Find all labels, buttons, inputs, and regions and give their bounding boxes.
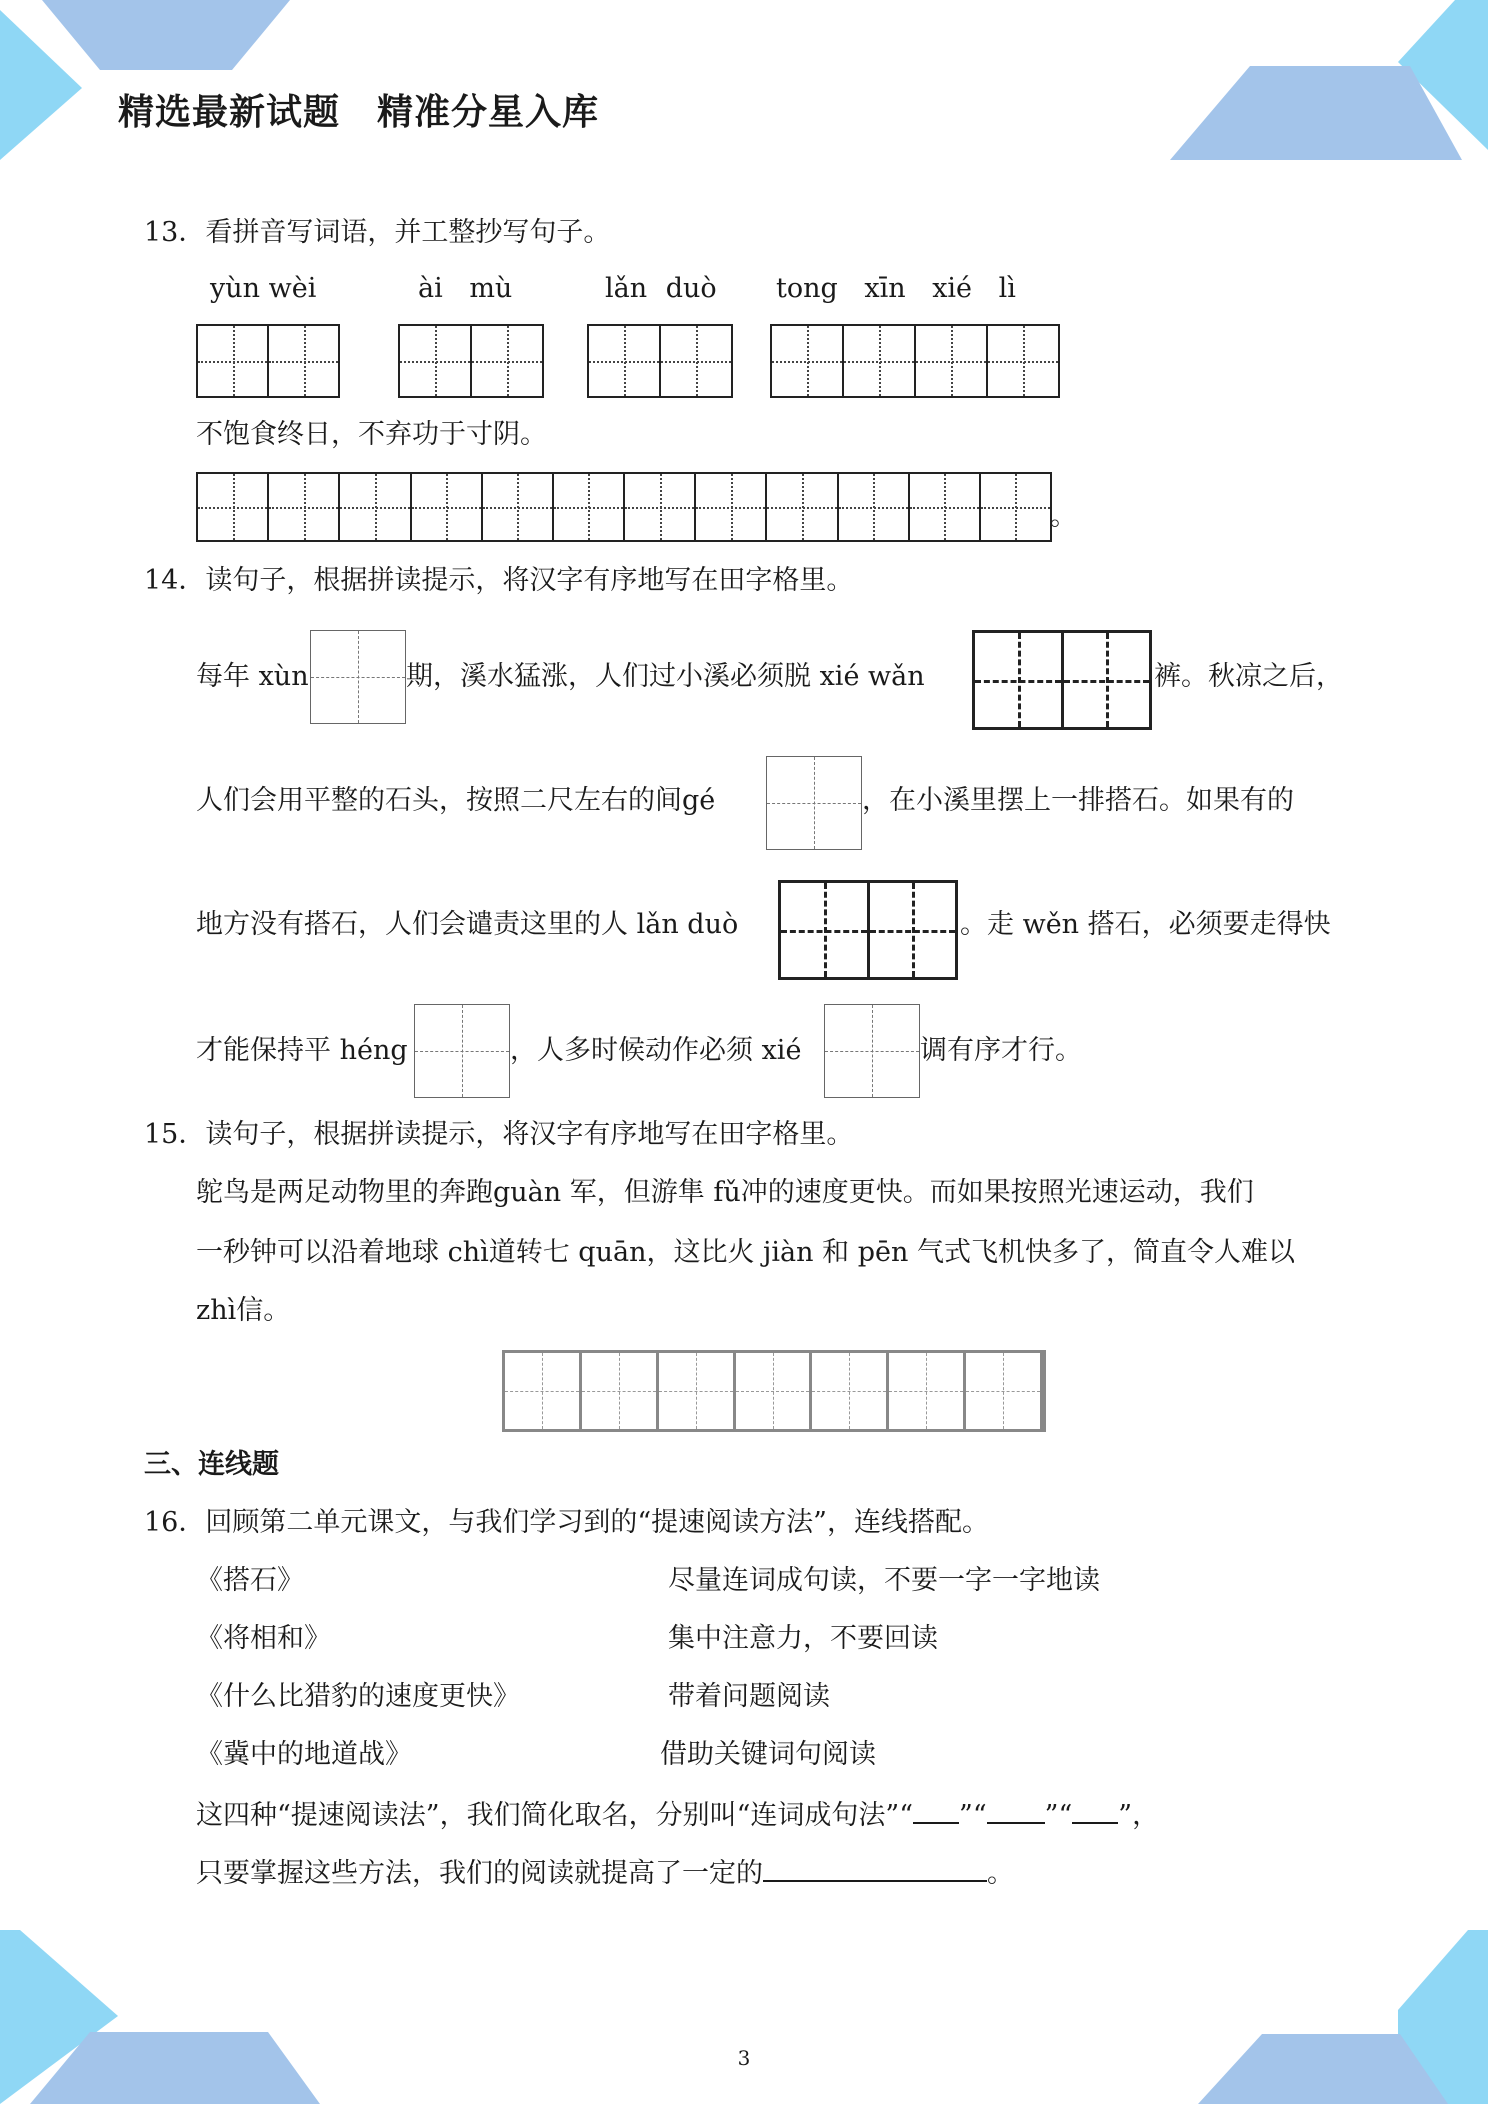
q14-line4-b: ，人多时候动作必须 xié xyxy=(510,1035,802,1066)
q14-grid-ge[interactable] xyxy=(766,756,862,850)
q14-line2-a: 人们会用平整的石头，按照二尺左右的间gé xyxy=(196,785,716,816)
q16-summary-text-2: 只要掌握这些方法，我们的阅读就提高了一定的 xyxy=(196,1858,763,1889)
corner-decoration-bottom-left xyxy=(0,1930,320,2104)
corner-decoration-bottom-right xyxy=(1168,1930,1488,2104)
q16-period: 。 xyxy=(987,1858,1014,1889)
q16-quote-open: “ xyxy=(1058,1800,1073,1831)
q16-comma: ， xyxy=(1132,1800,1160,1831)
q14-stem: 14．读句子，根据拼读提示，将汉字有序地写在田字格里。 xyxy=(144,565,854,596)
q13-grid-aimu[interactable] xyxy=(398,324,544,398)
q13-grid-tongxinxieli[interactable] xyxy=(770,324,1060,398)
q13-grid-yunwei[interactable] xyxy=(196,324,340,398)
q16-left-item[interactable]: 《搭石》 xyxy=(196,1565,304,1596)
q16-summary-line2 xyxy=(196,1854,1014,1891)
q15-line2: 一秒钟可以沿着地球 chì道转七 quān，这比火 jiàn 和 pēn 气式飞机快多了，简直令人难以 xyxy=(196,1237,1295,1268)
corner-decoration-top-left xyxy=(0,0,300,170)
q15-line1: 鸵鸟是两足动物里的奔跑guàn 军，但游隼 fǔ冲的速度更快。而如果按照光速运动，我们 xyxy=(196,1177,1254,1208)
header-title: 精选最新试题 精准分星入库 xyxy=(118,92,600,133)
corner-decoration-top-right xyxy=(1170,0,1488,170)
q16-quote-close: ” xyxy=(1118,1800,1133,1831)
q16-quote-close: ” xyxy=(959,1800,973,1831)
q16-blank-2[interactable] xyxy=(987,1796,1045,1824)
q14-line4-a: 才能保持平 héng xyxy=(196,1035,408,1066)
q14-grid-xiewan[interactable] xyxy=(972,630,1152,730)
q14-grid-landuo[interactable] xyxy=(778,880,958,980)
q13-pinyin-2: ài mù xyxy=(418,273,513,304)
q13-copy-grid[interactable] xyxy=(196,472,1052,542)
q16-blank-1[interactable] xyxy=(913,1796,959,1824)
q14-line1-c: 裤。秋凉之后， xyxy=(1154,661,1343,692)
q13-sentence: 不饱食终日，不弃功于寸阴。 xyxy=(196,419,547,450)
q14-line3-b: 。走 wěn 搭石，必须要走得快 xyxy=(960,909,1331,940)
q16-left-item[interactable]: 《什么比猎豹的速度更快》 xyxy=(196,1681,520,1712)
page-number: 3 xyxy=(737,2046,751,2070)
q16-left-item[interactable]: 《冀中的地道战》 xyxy=(196,1739,412,1770)
q14-line3-a: 地方没有搭石，人们会谴责这里的人 lǎn duò xyxy=(196,909,739,940)
q15-stem: 15．读句子，根据拼读提示，将汉字有序地写在田字格里。 xyxy=(144,1119,854,1150)
q14-line4-c: 调有序才行。 xyxy=(920,1035,1082,1066)
q15-answer-grid[interactable] xyxy=(502,1350,1046,1432)
q14-grid-xie[interactable] xyxy=(824,1004,920,1098)
q13-grid-landuo[interactable] xyxy=(587,324,733,398)
q16-stem: 16．回顾第二单元课文，与我们学习到的“提速阅读方法”，连线搭配。 xyxy=(144,1507,989,1538)
q14-line2-b: ，在小溪里摆上一排搭石。如果有的 xyxy=(862,785,1294,816)
q16-blank-4[interactable] xyxy=(763,1854,987,1882)
q16-quote-open: “ xyxy=(972,1800,987,1831)
section-title-matching: 三、连线题 xyxy=(144,1449,279,1480)
q13-pinyin-3: lǎn duò xyxy=(605,273,717,304)
q16-right-item[interactable]: 尽量连词成句读，不要一字一字地读 xyxy=(668,1565,1100,1596)
q16-blank-3[interactable] xyxy=(1072,1796,1118,1824)
q16-right-item[interactable]: 集中注意力，不要回读 xyxy=(668,1623,938,1654)
q16-right-item[interactable]: 带着问题阅读 xyxy=(668,1681,830,1712)
q16-summary-text: 这四种“提速阅读法”，我们简化取名，分别叫“连词成句法”“ xyxy=(196,1800,914,1831)
q13-period: 。 xyxy=(1050,501,1077,532)
q13-pinyin-4: tong xīn xié lì xyxy=(776,273,1016,304)
q16-left-item[interactable]: 《将相和》 xyxy=(196,1623,331,1654)
q14-grid-heng[interactable] xyxy=(414,1004,510,1098)
q14-line1-b: 期，溪水猛涨，人们过小溪必须脱 xié wǎn xyxy=(406,661,925,692)
q16-summary-line1 xyxy=(196,1796,1159,1833)
q14-grid-xun[interactable] xyxy=(310,630,406,724)
q16-right-item[interactable]: 借助关键词句阅读 xyxy=(660,1739,876,1770)
q15-line3: zhì信。 xyxy=(196,1295,291,1326)
q13-stem: 13．看拼音写词语，并工整抄写句子。 xyxy=(144,217,611,248)
q14-line1-a: 每年 xùn xyxy=(196,661,309,692)
q13-pinyin-1: yùn wèi xyxy=(210,273,317,304)
q16-quote-close: ” xyxy=(1044,1800,1059,1831)
